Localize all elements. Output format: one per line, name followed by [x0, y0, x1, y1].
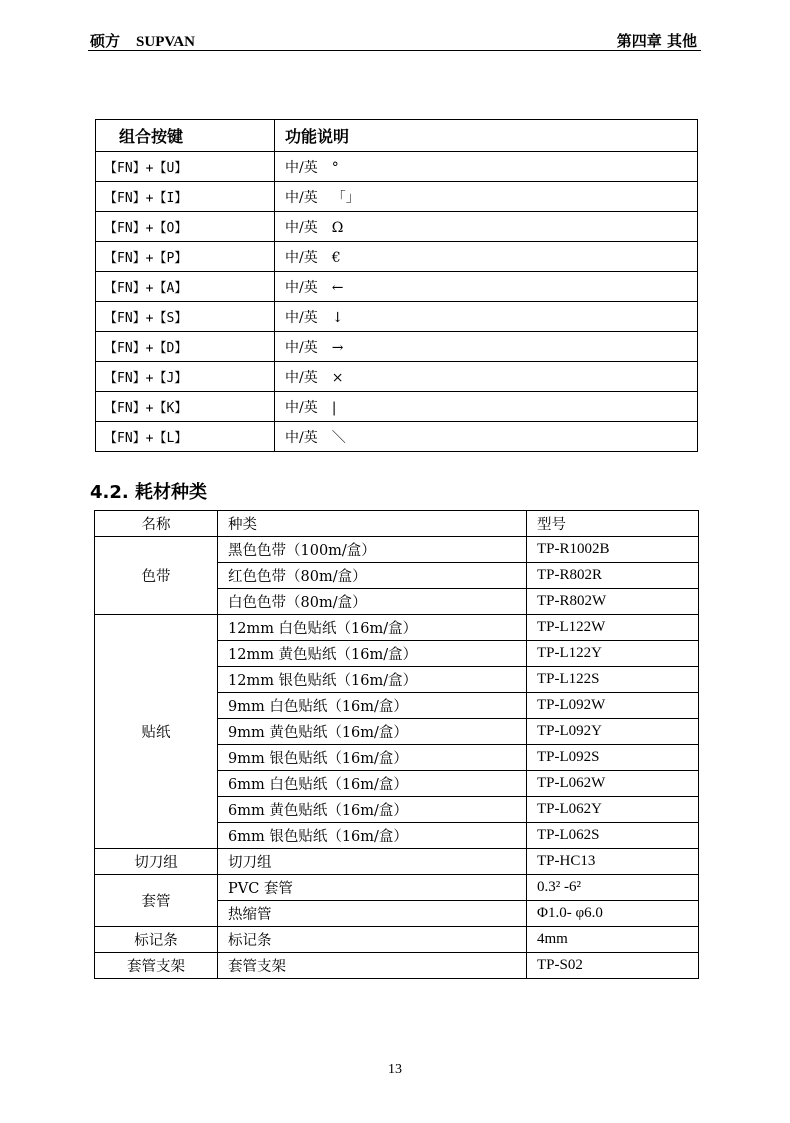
key-function — [275, 242, 698, 272]
key-function — [275, 212, 698, 242]
key-table-row — [96, 242, 698, 272]
consumable-model: TP-L122Y — [527, 641, 699, 667]
key-combo: 【FN】+【I】 — [96, 182, 275, 212]
key-function — [275, 332, 698, 362]
key-combo: 【FN】+【P】 — [96, 242, 275, 272]
consumables-row — [95, 537, 699, 563]
key-symbol: 「」 — [331, 189, 360, 206]
consumable-kind: 9mm 黄色贴纸（16m/盒） — [218, 719, 527, 745]
consumable-kind: 9mm 银色贴纸（16m/盒） — [218, 745, 527, 771]
consumable-kind: 切刀组 — [218, 849, 527, 875]
consumable-kind: 套管支架 — [218, 953, 527, 979]
key-table-row — [96, 392, 698, 422]
key-function — [275, 362, 698, 392]
section-title: 4.2. 耗材种类 — [90, 482, 207, 503]
key-symbol: Ω — [331, 219, 344, 236]
header-rule — [88, 50, 701, 51]
key-combo: 【FN】+【J】 — [96, 362, 275, 392]
consumable-model: TP-L092W — [527, 693, 699, 719]
page-number: 13 — [388, 1062, 402, 1077]
key-function — [275, 392, 698, 422]
consumable-model: TP-L122W — [527, 615, 699, 641]
key-mode: 中/英 — [285, 339, 318, 356]
consumable-model: TP-R1002B — [527, 537, 699, 563]
consumables-row — [95, 615, 699, 641]
consumable-kind: 12mm 白色贴纸（16m/盒） — [218, 615, 527, 641]
consumable-category: 贴纸 — [95, 615, 218, 849]
consumable-kind: 热缩管 — [218, 901, 527, 927]
key-combo: 【FN】+【S】 — [96, 302, 275, 332]
key-combo: 【FN】+【O】 — [96, 212, 275, 242]
consumable-model: TP-S02 — [527, 953, 699, 979]
header-chapter-title: 第四章 其他 — [616, 32, 697, 50]
key-table-row — [96, 152, 698, 182]
consumable-kind: 12mm 银色贴纸（16m/盒） — [218, 667, 527, 693]
consumables-header — [95, 511, 699, 537]
consumable-kind: 6mm 黄色贴纸（16m/盒） — [218, 797, 527, 823]
consumable-model: 4mm — [527, 927, 699, 953]
consumable-category: 套管支架 — [95, 953, 218, 979]
key-mode: 中/英 — [285, 279, 318, 296]
consumables-row — [95, 849, 699, 875]
key-mode: 中/英 — [285, 189, 318, 206]
consumable-model: TP-R802W — [527, 589, 699, 615]
header-brand: SUPVAN — [136, 34, 195, 50]
consumable-kind: 标记条 — [218, 927, 527, 953]
consumable-kind: 9mm 白色贴纸（16m/盒） — [218, 693, 527, 719]
consumable-category: 色带 — [95, 537, 218, 615]
consumable-model: TP-L062Y — [527, 797, 699, 823]
key-function — [275, 422, 698, 452]
consumable-model: TP-L092Y — [527, 719, 699, 745]
key-mode: 中/英 — [285, 369, 318, 386]
key-combo: 【FN】+【U】 — [96, 152, 275, 182]
consumable-model: TP-HC13 — [527, 849, 699, 875]
consumable-kind: 6mm 银色贴纸（16m/盒） — [218, 823, 527, 849]
key-combo: 【FN】+【K】 — [96, 392, 275, 422]
key-table-header-function: 功能说明 — [275, 120, 698, 152]
consumables-header-model: 型号 — [527, 511, 699, 537]
consumable-model: Φ1.0- φ6.0 — [527, 901, 699, 927]
key-mode: 中/英 — [285, 429, 318, 446]
consumable-category: 切刀组 — [95, 849, 218, 875]
key-combo: 【FN】+【L】 — [96, 422, 275, 452]
key-symbol: ← — [331, 279, 344, 296]
consumables-header-name: 名称 — [95, 511, 218, 537]
consumable-model: TP-L062W — [527, 771, 699, 797]
key-symbol: € — [331, 249, 341, 266]
key-table-header-combo: 组合按键 — [96, 120, 275, 152]
consumables-row — [95, 953, 699, 979]
key-mode: 中/英 — [285, 159, 318, 176]
key-symbol: → — [331, 339, 344, 356]
key-function — [275, 182, 698, 212]
key-table-row — [96, 302, 698, 332]
consumable-category: 套管 — [95, 875, 218, 927]
consumables-row — [95, 875, 699, 901]
key-table-row — [96, 362, 698, 392]
consumable-kind: 白色色带（80m/盒） — [218, 589, 527, 615]
consumable-model: TP-L122S — [527, 667, 699, 693]
key-table-row — [96, 272, 698, 302]
consumable-model: TP-L062S — [527, 823, 699, 849]
header-left — [90, 30, 195, 51]
key-mode: 中/英 — [285, 249, 318, 266]
consumables-table — [94, 510, 699, 979]
consumables-row — [95, 927, 699, 953]
key-function — [275, 302, 698, 332]
key-symbol: | — [331, 399, 337, 416]
consumable-kind: 红色色带（80m/盒） — [218, 563, 527, 589]
key-symbol: ° — [331, 159, 339, 176]
key-symbol: ↓ — [331, 309, 344, 326]
consumable-kind: 6mm 白色贴纸（16m/盒） — [218, 771, 527, 797]
consumable-model: TP-R802R — [527, 563, 699, 589]
key-table-row — [96, 332, 698, 362]
consumable-kind: 黑色色带（100m/盒） — [218, 537, 527, 563]
consumable-model: TP-L092S — [527, 745, 699, 771]
consumables-header-kind: 种类 — [218, 511, 527, 537]
consumable-category: 标记条 — [95, 927, 218, 953]
key-combo: 【FN】+【D】 — [96, 332, 275, 362]
key-symbol: × — [331, 369, 344, 386]
key-function — [275, 152, 698, 182]
key-function — [275, 272, 698, 302]
header-company-cn: 硕方 — [90, 32, 121, 50]
consumable-model: 0.3² -6² — [527, 875, 699, 901]
key-symbol: ＼ — [331, 429, 346, 446]
key-table-row — [96, 422, 698, 452]
key-mode: 中/英 — [285, 219, 318, 236]
key-table-row — [96, 212, 698, 242]
key-table-header — [96, 120, 698, 152]
key-combination-table — [95, 119, 698, 452]
key-table-row — [96, 182, 698, 212]
consumable-kind: PVC 套管 — [218, 875, 527, 901]
key-mode: 中/英 — [285, 399, 318, 416]
key-mode: 中/英 — [285, 309, 318, 326]
consumable-kind: 12mm 黄色贴纸（16m/盒） — [218, 641, 527, 667]
key-combo: 【FN】+【A】 — [96, 272, 275, 302]
